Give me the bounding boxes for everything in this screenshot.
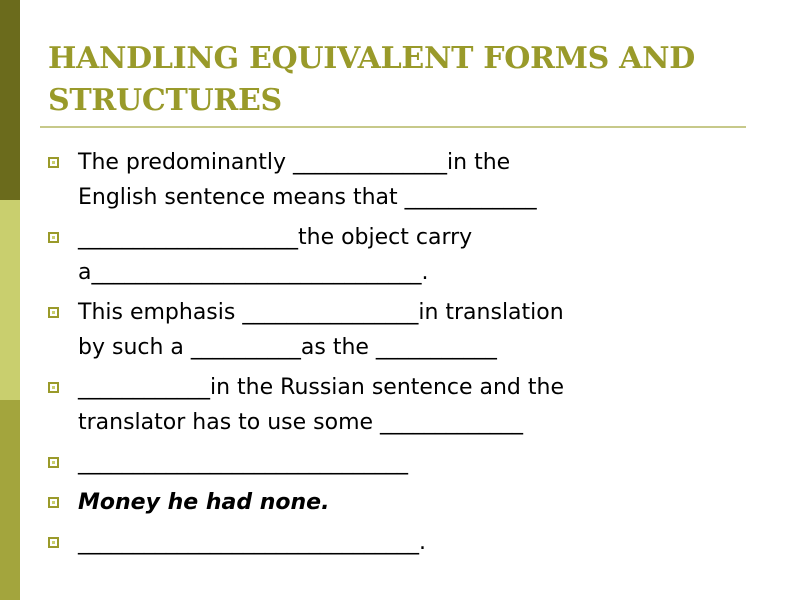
bullet-line: English sentence means that ____________ — [78, 185, 537, 210]
hollow-square-bullet-icon — [48, 382, 59, 393]
title-divider — [40, 126, 746, 128]
bullet-text-5: ______________________________ — [78, 450, 408, 475]
bullet-item-6 — [48, 485, 768, 520]
bullet-text-3 — [78, 295, 768, 365]
bullet-text-7: _______________________________. — [78, 530, 426, 555]
bullet-item-3 — [48, 295, 768, 365]
bullet-line: by such a __________as the ___________ — [78, 335, 497, 360]
bullet-item-1 — [48, 145, 768, 215]
example-sentence: Money he had none. — [78, 490, 330, 515]
bullet-line: a______________________________. — [78, 260, 429, 285]
bullet-line: This emphasis ________________in translation — [78, 300, 564, 325]
left-accent-bar-mid — [0, 400, 20, 600]
bullet-item-5 — [48, 445, 768, 480]
bullet-line: ____________in the Russian sentence and the — [78, 375, 564, 400]
bullet-line: translator has to use some _____________ — [78, 410, 524, 435]
left-accent-bar-dark — [0, 0, 20, 200]
bullet-item-4 — [48, 370, 768, 440]
bullet-text-4 — [78, 370, 768, 440]
left-accent-bar-light — [0, 200, 20, 400]
bullet-item-7 — [48, 525, 768, 560]
hollow-square-bullet-icon — [48, 537, 59, 548]
bullet-line: ____________________the object carry — [78, 225, 473, 250]
hollow-square-bullet-icon — [48, 457, 59, 468]
hollow-square-bullet-icon — [48, 157, 59, 168]
bullet-text-1 — [78, 145, 768, 215]
bullet-item-2 — [48, 220, 768, 290]
bullet-line: The predominantly ______________in the — [78, 150, 511, 175]
hollow-square-bullet-icon — [48, 307, 59, 318]
bullet-text-2 — [78, 220, 768, 290]
bullet-list — [48, 145, 768, 565]
slide-title: HANDLING EQUIVALENT FORMS AND STRUCTURES — [48, 41, 695, 118]
hollow-square-bullet-icon — [48, 497, 59, 508]
hollow-square-bullet-icon — [48, 232, 59, 243]
